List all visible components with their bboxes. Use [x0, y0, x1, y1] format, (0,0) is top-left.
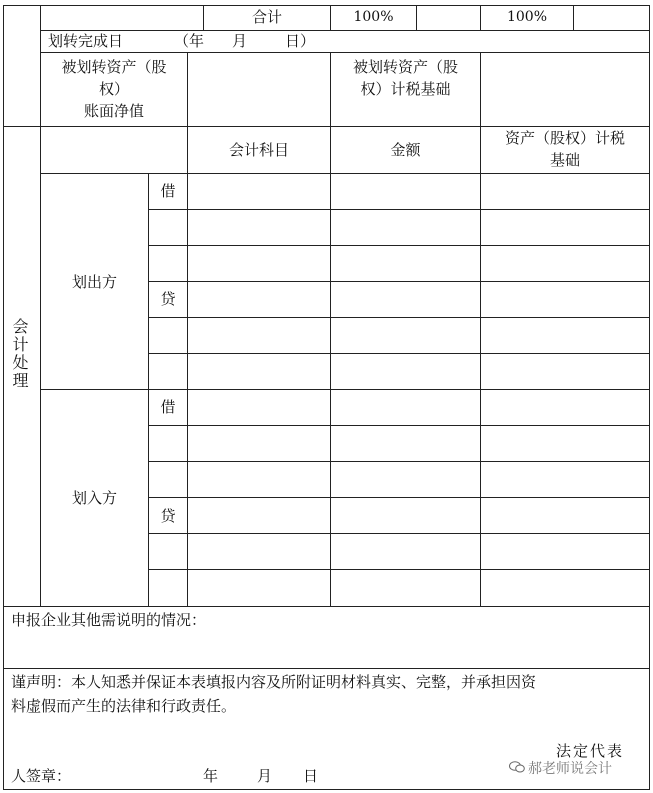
line	[330, 126, 331, 606]
line	[3, 606, 650, 607]
line	[40, 389, 650, 390]
line	[148, 533, 650, 534]
accounting-section-label: 会计处理	[10, 318, 29, 390]
line	[148, 425, 650, 426]
line	[187, 126, 188, 606]
tax-basis-label-1: 被划转资产（股	[352, 58, 458, 76]
line	[649, 5, 650, 790]
line	[573, 5, 574, 30]
legal-rep-label: 法定代表	[556, 742, 625, 760]
line	[416, 5, 417, 30]
completion-date-year: （年	[174, 32, 205, 50]
line	[40, 173, 650, 174]
line	[40, 30, 650, 31]
header-tax-basis-2: 基础	[549, 151, 580, 169]
line	[3, 789, 650, 790]
line	[3, 5, 650, 6]
header-amount: 金额	[390, 141, 421, 159]
line	[148, 173, 149, 606]
line	[3, 668, 650, 669]
line	[148, 317, 650, 318]
book-value-label-3: 账面净值	[83, 102, 144, 120]
total-label: 合计	[251, 8, 282, 26]
credit-label-out: 贷	[160, 290, 176, 308]
signature-label: 人签章：	[11, 767, 72, 785]
line	[148, 497, 650, 498]
transfer-in-label: 划入方	[71, 489, 117, 507]
line	[480, 126, 481, 606]
declaration-line-1: 谨声明：本人知悉并保证本表填报内容及所附证明材料真实、完整，并承担因资	[11, 673, 537, 691]
signature-day: 日	[303, 767, 319, 785]
completion-date-day: 日）	[285, 32, 316, 50]
line	[3, 5, 4, 790]
signature-year: 年	[203, 767, 219, 785]
transfer-out-label: 划出方	[71, 273, 117, 291]
line	[148, 461, 650, 462]
watermark-text: 郝老师说会计	[528, 761, 612, 777]
tax-basis-label-2: 权）计税基础	[360, 80, 451, 98]
book-value-label-1: 被划转资产（股	[61, 58, 167, 76]
debit-label-out: 借	[160, 182, 176, 200]
completion-date-month: 月	[232, 32, 248, 50]
completion-date-label: 划转完成日	[48, 32, 124, 50]
line	[148, 245, 650, 246]
percent-total-2: 100%	[506, 9, 548, 25]
other-notes-label: 申报企业其他需说明的情况：	[11, 611, 207, 629]
header-tax-basis-1: 资产（股权）计税	[504, 129, 625, 147]
line	[148, 209, 650, 210]
line	[148, 353, 650, 354]
debit-label-in: 借	[160, 398, 176, 416]
line	[40, 52, 650, 53]
line	[148, 569, 650, 570]
book-value-label-2: 权）	[98, 80, 129, 98]
line	[148, 281, 650, 282]
declaration-line-2: 料虚假而产生的法律和行政责任。	[11, 697, 237, 715]
header-accounting-subject: 会计科目	[228, 141, 289, 159]
line	[480, 52, 481, 126]
percent-total-1: 100%	[353, 9, 394, 25]
signature-month: 月	[257, 767, 273, 785]
line	[3, 126, 650, 127]
line	[187, 52, 188, 126]
wechat-icon	[509, 761, 525, 773]
credit-label-in: 贷	[160, 507, 176, 525]
